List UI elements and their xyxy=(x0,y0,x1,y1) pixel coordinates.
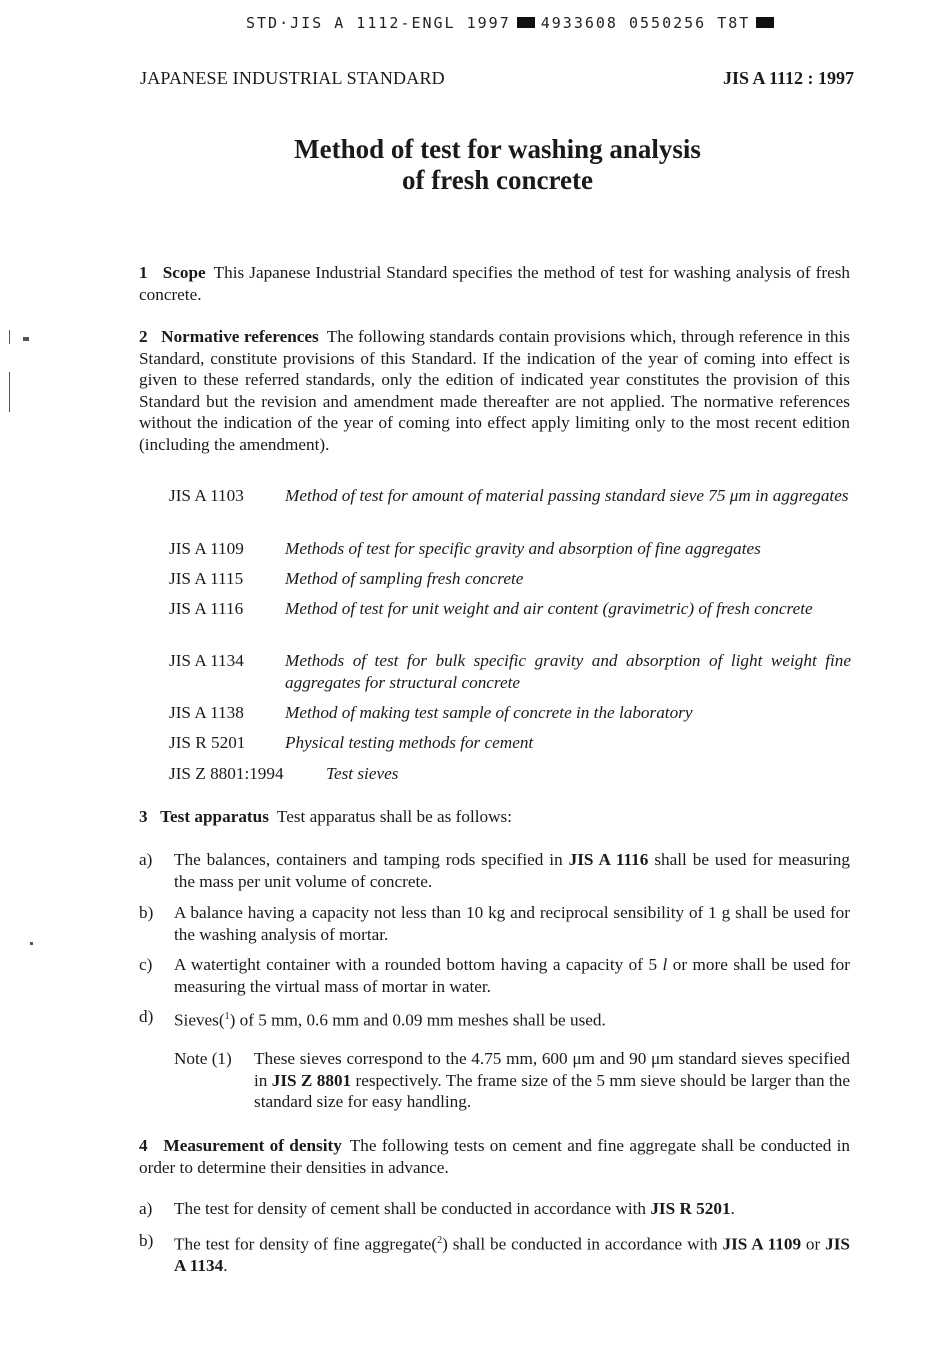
reference-item xyxy=(169,650,851,693)
scan-artifact-line xyxy=(9,330,10,344)
section-3-test-apparatus xyxy=(139,806,850,828)
item-text: A watertight container with a rounded bottom having a capacity of 5 l or more shall be used for measuring the virtual mass of mortar in water. xyxy=(174,955,850,996)
reference-code: JIS Z 8801:1994 xyxy=(169,764,284,783)
reference-code: JIS A 1138 xyxy=(169,703,244,722)
reference-item xyxy=(169,763,851,785)
document-title xyxy=(0,134,950,196)
note-text: These sieves correspond to the 4.75 mm, 600 μm and 90 μm standard sieves specified in JIS Z 8801 respectively. The frame size of the 5 mm sieve should be larger than the standard size for easy handling. xyxy=(254,1049,850,1111)
item-label: b) xyxy=(139,1231,154,1250)
reference-code: JIS A 1115 xyxy=(169,569,244,588)
section-2-heading: 2 Normative references xyxy=(139,327,319,346)
reference-title: Method of making test sample of concrete in the laboratory xyxy=(285,703,693,722)
title-line-2: of fresh concrete xyxy=(402,165,593,195)
item-label: c) xyxy=(139,955,153,974)
item-text: The balances, containers and tamping rods specified in JIS A 1116 shall be used for measuring the mass per unit volume of concrete. xyxy=(174,850,850,891)
section-1-text: This Japanese Industrial Standard specifies the method of test for washing analysis of fresh concrete. xyxy=(139,263,850,304)
density-item-b xyxy=(139,1230,850,1277)
title-line-1: Method of test for washing analysis xyxy=(294,134,701,164)
item-text: Sieves($^1$) of 5 mm, 0.6 mm and 0.09 mm meshes shall be used. xyxy=(174,1010,606,1030)
apparatus-item-b xyxy=(139,902,850,945)
item-label: a) xyxy=(139,850,153,869)
item-text: The test for density of cement shall be conducted in accordance with JIS R 5201. xyxy=(174,1199,735,1218)
scan-artifact-dot-2 xyxy=(30,942,33,945)
reference-code: JIS A 1134 xyxy=(169,651,244,670)
reference-item xyxy=(169,702,851,724)
stamp-code: STD·JIS A 1112-ENGL 1997 xyxy=(246,14,511,32)
item-label: d) xyxy=(139,1007,154,1026)
reference-code: JIS R 5201 xyxy=(169,733,246,752)
section-2-normative-references xyxy=(139,326,850,455)
reference-title: Method of test for amount of material passing standard sieve 75 μm in aggregates xyxy=(285,486,849,505)
scan-artifact-dot xyxy=(23,337,29,341)
section-4-text: The following tests on cement and fine aggregate shall be conducted in order to determine their densities in advance. xyxy=(139,1136,850,1177)
header-standard-number: JIS A 1112 : 1997 xyxy=(722,68,854,88)
apparatus-item-d xyxy=(139,1006,850,1031)
reference-item xyxy=(169,568,851,590)
reference-item xyxy=(169,732,851,754)
reference-item xyxy=(169,538,851,560)
reference-code: JIS A 1116 xyxy=(169,599,244,618)
reference-title: Method of test for unit weight and air content (gravimetric) of fresh concrete xyxy=(285,599,813,618)
item-text: The test for density of fine aggregate($^2$) shall be conducted in accordance with JIS A 1109 or JIS A 1134. xyxy=(174,1234,850,1276)
item-text: A balance having a capacity not less than 10 kg and reciprocal sensibility of 1 g shall be used for the washing analysis of mortar. xyxy=(174,903,850,944)
item-label: b) xyxy=(139,903,154,922)
stamp-block-mark xyxy=(517,17,535,28)
stamp-number: 4933608 0550256 T8T xyxy=(540,14,751,32)
scan-stamp xyxy=(246,14,780,32)
section-3-text: Test apparatus shall be as follows: xyxy=(276,807,512,826)
section-3-heading: 3 Test apparatus xyxy=(139,807,269,826)
note-label: Note (1) xyxy=(174,1049,232,1068)
reference-title: Methods of test for bulk specific gravity and absorption of light weight fine aggregates for structural concrete xyxy=(285,651,851,692)
reference-title: Test sieves xyxy=(326,764,399,783)
reference-code: JIS A 1109 xyxy=(169,539,244,558)
reference-item xyxy=(169,485,851,507)
header-standard-name: JAPANESE INDUSTRIAL STANDARD xyxy=(140,68,445,88)
apparatus-item-a xyxy=(139,849,850,892)
density-item-a xyxy=(139,1198,850,1220)
reference-code: JIS A 1103 xyxy=(169,486,244,505)
section-4-heading: 4 Measurement of density xyxy=(139,1136,342,1155)
section-2-text: The following standards contain provisions which, through reference in this Standard, constitute provisions of this Standard. If the indication of the year of coming into effect is given to these referred standards, only the edition of indicated year constitutes the provision of this Standard but the revision and amendment made thereafter are not applied. The normative references without the indication of the year of coming into effect apply limiting only to the most recent edition (including the amendment). xyxy=(139,327,850,454)
scan-artifact-line-2 xyxy=(9,372,10,412)
section-4-measurement-of-density xyxy=(139,1135,850,1178)
stamp-block-mark-end xyxy=(756,17,774,28)
note-1 xyxy=(174,1048,850,1113)
reference-title: Physical testing methods for cement xyxy=(285,733,534,752)
reference-item xyxy=(169,598,851,620)
reference-title: Method of sampling fresh concrete xyxy=(285,569,524,588)
apparatus-item-c xyxy=(139,954,850,997)
section-1-heading: 1 Scope xyxy=(139,263,206,282)
item-label: a) xyxy=(139,1199,153,1218)
section-1-scope xyxy=(139,262,850,305)
reference-title: Methods of test for specific gravity and absorption of fine aggregates xyxy=(285,539,761,558)
